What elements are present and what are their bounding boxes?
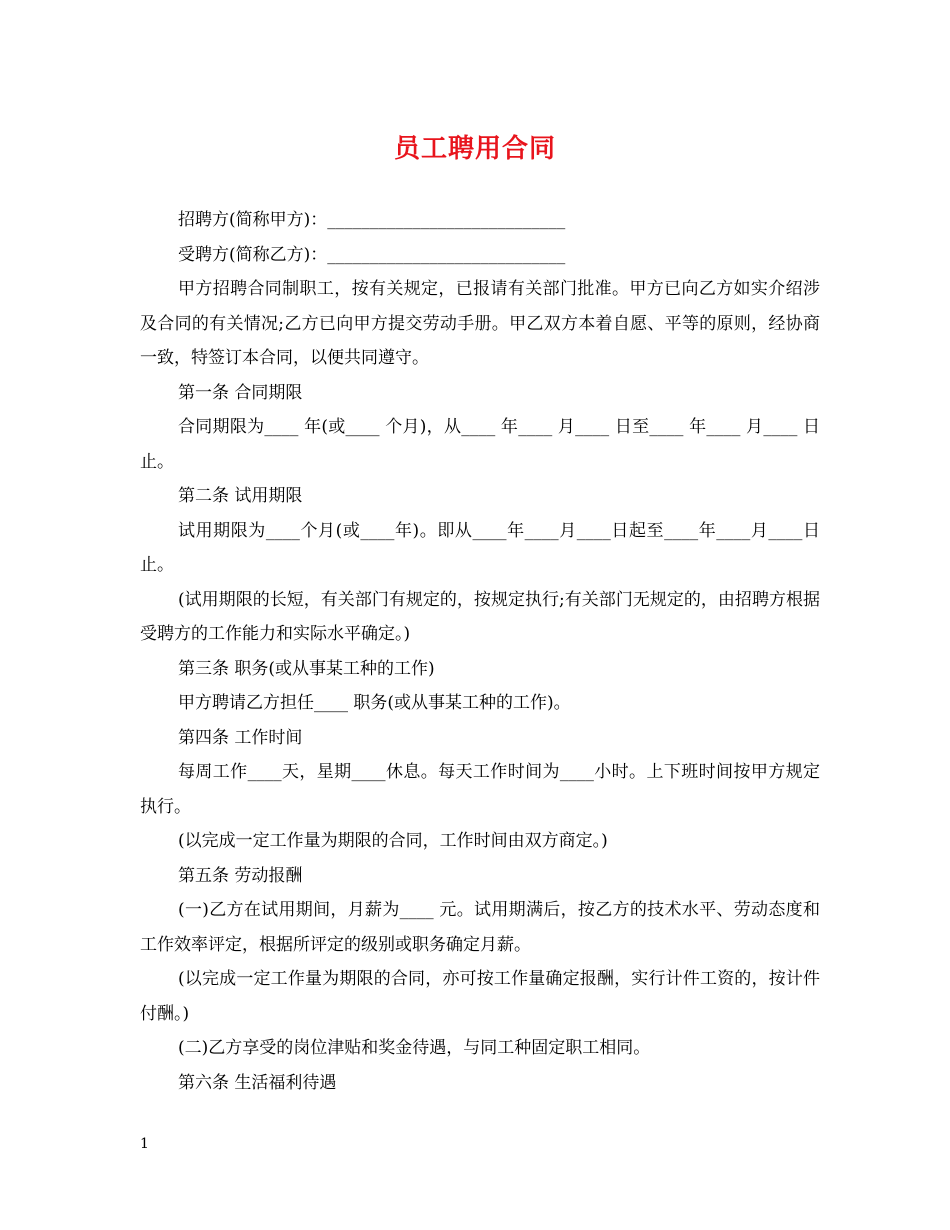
page-number: 1 [140, 1136, 149, 1152]
note-paragraph: (试用期限的长短，有关部门有规定的，按规定执行;有关部门无规定的，由招聘方根据受聘方的工作能力和实际水平确定。) [140, 589, 820, 644]
article-heading: 第一条 合同期限 [178, 382, 303, 403]
body-paragraph: 甲方聘请乙方担任____ 职务(或从事某工种的工作)。 [178, 693, 571, 713]
employer-line: 招聘方(简称甲方)：____________________________ [178, 210, 566, 230]
body-paragraph: 试用期限为____个月(或____年)。即从____年____月____日起至____年____月____日止。 [140, 520, 820, 575]
body-paragraph: 合同期限为____ 年(或____ 个月)，从____ 年____ 月____ 日至____ 年____ 月____ 日止。 [140, 417, 820, 472]
article-heading: 第二条 试用期限 [178, 486, 303, 506]
document-title: 员工聘用合同 [393, 134, 556, 164]
article-heading: 第六条 生活福利待遇 [178, 1072, 337, 1093]
employee-line: 受聘方(简称乙方)：____________________________ [178, 244, 566, 265]
note-paragraph: (以完成一定工作量为期限的合同，工作时间由双方商定。) [178, 831, 608, 851]
body-paragraph: (一)乙方在试用期间，月薪为____ 元。试用期满后，按乙方的技术水平、劳动态度和工作效率评定，根据所评定的级别或职务确定月薪。 [140, 900, 820, 955]
preamble-paragraph: 甲方招聘合同制职工，按有关规定，已报请有关部门批准。甲方已向乙方如实介绍涉及合同的有关情况;乙方已向甲方提交劳动手册。甲乙双方本着自愿、平等的原则，经协商一致，特签订本合同，以便共同遵守。 [140, 279, 820, 368]
article-heading: 第三条 职务(或从事某工种的工作) [178, 658, 435, 679]
document-body [140, 203, 820, 1100]
article-heading: 第四条 工作时间 [178, 727, 303, 748]
body-paragraph: (二)乙方享受的岗位津贴和奖金待遇，与同工种固定职工相同。 [178, 1038, 651, 1058]
note-paragraph: (以完成一定工作量为期限的合同，亦可按工作量确定报酬，实行计件工资的，按计件付酬。) [140, 969, 820, 1024]
article-heading: 第五条 劳动报酬 [178, 865, 303, 886]
body-paragraph: 每周工作____天，星期____休息。每天工作时间为____小时。上下班时间按甲方规定执行。 [140, 762, 820, 817]
